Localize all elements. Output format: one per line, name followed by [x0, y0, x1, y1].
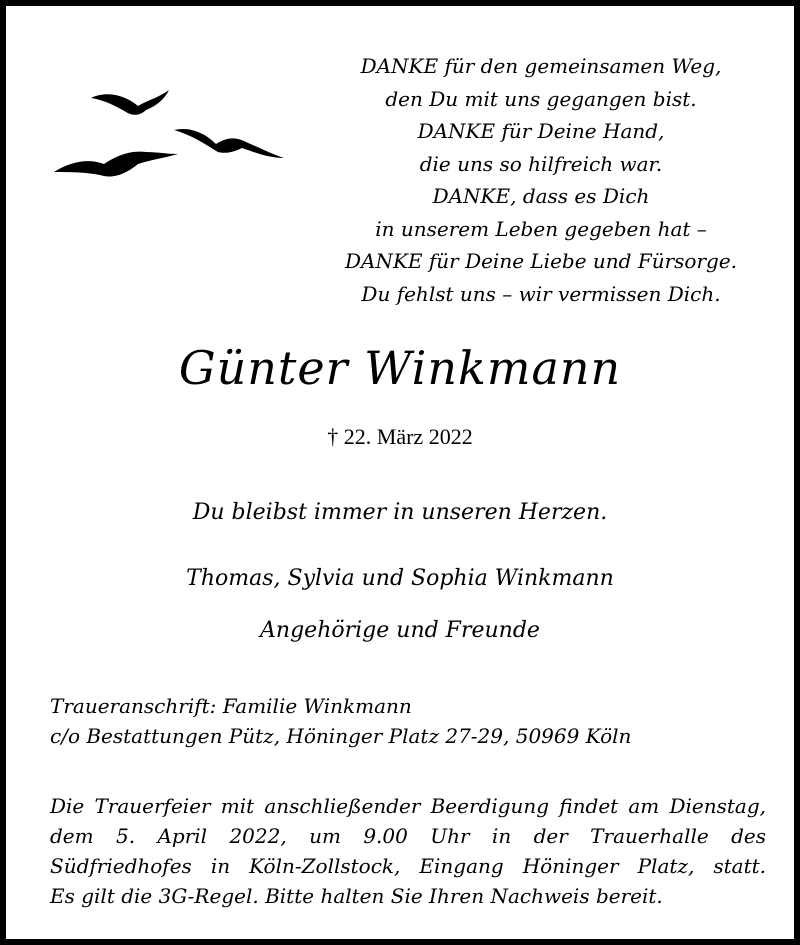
- service-line: Es gilt die 3G-Regel. Bitte halten Sie Ihren Nachweis bereit.: [50, 884, 663, 908]
- service-line: Südfriedhofes in Köln-Zollstock, Eingang Höninger Platz, statt.: [50, 854, 766, 878]
- relatives-line: Angehörige und Freunde: [260, 618, 540, 643]
- poem-line: den Du mit uns gegangen bist.: [385, 86, 697, 111]
- poem-line: DANKE für Deine Hand,: [417, 119, 665, 143]
- family-names: Thomas, Sylvia und Sophia Winkmann: [186, 566, 614, 591]
- closing-line: Du bleibst immer in unseren Herzen.: [192, 500, 608, 525]
- service-line: Die Trauerfeier mit anschließender Beerdigung findet am Dienstag,: [50, 794, 766, 818]
- poem-line: DANKE für den gemeinsamen Weg,: [360, 54, 722, 78]
- death-date: † 22. März 2022: [327, 424, 473, 449]
- poem-line: DANKE, dass es Dich: [432, 184, 650, 208]
- poem: [306, 50, 776, 310]
- bird-icon: [91, 90, 169, 115]
- bird-icon: [174, 129, 284, 158]
- service-line: dem 5. April 2022, um 9.00 Uhr in der Trauerhalle des: [50, 824, 766, 848]
- poem-line: in unserem Leben gegeben hat –: [375, 216, 707, 241]
- deceased-name: Günter Winkmann: [178, 341, 622, 395]
- poem-line: die uns so hilfreich war.: [419, 151, 663, 176]
- address-line: Traueranschrift: Familie Winkmann: [50, 694, 412, 718]
- mourning-address: [50, 691, 766, 751]
- service-details: [50, 791, 766, 911]
- bird-icon: [54, 152, 178, 177]
- poem-line: DANKE für Deine Liebe und Fürsorge.: [344, 249, 738, 273]
- poem-line: Du fehlst uns – wir vermissen Dich.: [361, 281, 721, 306]
- address-line: c/o Bestattungen Pütz, Höninger Platz 27-29, 50969 Köln: [50, 724, 632, 748]
- flying-birds-icon: [46, 76, 306, 196]
